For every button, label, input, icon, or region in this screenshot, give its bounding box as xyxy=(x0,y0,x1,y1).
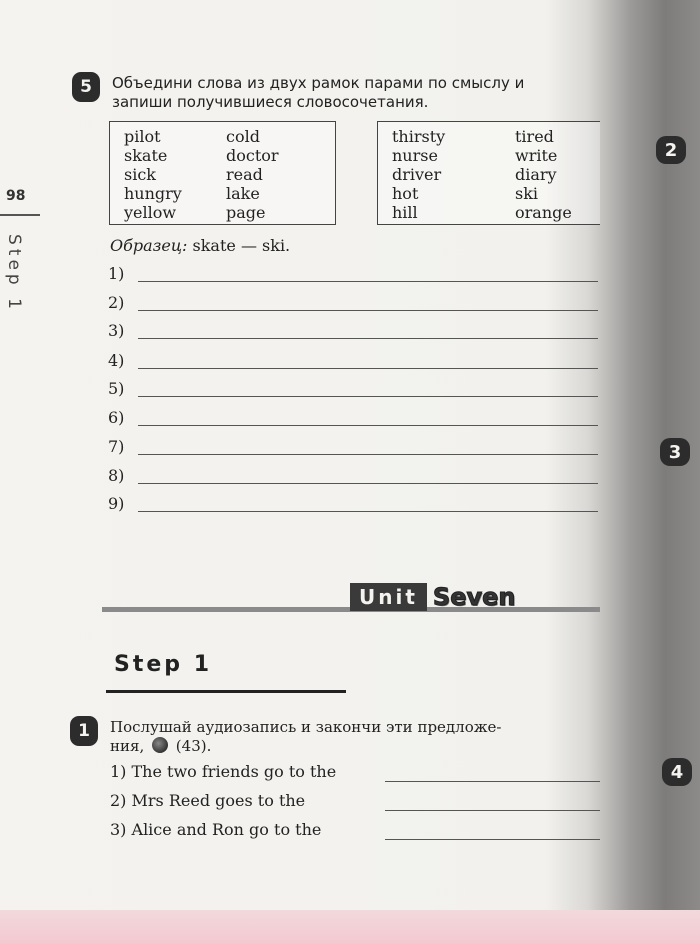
page-number-rule xyxy=(0,214,40,216)
answer-rule xyxy=(138,368,598,369)
word: driver xyxy=(392,165,442,184)
word: hot xyxy=(392,184,419,203)
side-step-label: Step 1 xyxy=(4,234,24,313)
task-1-instruction-line-2b: (43). xyxy=(175,737,212,755)
word-box-1 xyxy=(109,121,336,225)
unit-label xyxy=(350,583,515,611)
word: thirsty xyxy=(392,127,446,146)
answer-line[interactable] xyxy=(108,407,598,429)
word: lake xyxy=(226,184,260,203)
answer-rule xyxy=(138,483,598,484)
bottom-strip xyxy=(0,910,700,944)
answer-rule xyxy=(138,310,598,311)
unit-word: Unit xyxy=(350,583,427,611)
answer-rule xyxy=(138,281,598,282)
word: write xyxy=(515,146,558,165)
word: yellow xyxy=(124,203,177,222)
answer-number: 5) xyxy=(108,379,125,398)
word-box-1-col-1 xyxy=(124,127,182,222)
step-heading-rule xyxy=(106,690,346,693)
answer-line[interactable] xyxy=(108,465,598,487)
word-box-2-col-1 xyxy=(392,127,445,222)
word: diary xyxy=(515,165,557,184)
word-box-1-col-2 xyxy=(226,127,279,222)
answer-line[interactable] xyxy=(108,493,598,515)
word: skate xyxy=(124,146,168,165)
sentence-text: 2) Mrs Reed goes to the xyxy=(110,791,306,810)
answer-line[interactable] xyxy=(108,292,598,314)
word: cold xyxy=(226,127,260,146)
answer-number: 8) xyxy=(108,466,125,485)
word: doctor xyxy=(226,146,279,165)
answer-line[interactable] xyxy=(108,350,598,372)
answer-number: 6) xyxy=(108,408,125,427)
answer-rule xyxy=(385,839,600,840)
task-5-instruction-line-1: Объедини слова из двух рамок парами по смыслу и xyxy=(112,74,525,92)
answer-number: 3) xyxy=(108,321,125,340)
side-tab-4: 4 xyxy=(662,758,692,786)
answer-line[interactable] xyxy=(108,378,598,400)
word: pilot xyxy=(124,127,161,146)
step-heading: Step 1 xyxy=(114,652,212,677)
word: ski xyxy=(515,184,539,203)
word: read xyxy=(226,165,263,184)
task-5-badge: 5 xyxy=(72,72,100,102)
sample xyxy=(110,236,290,255)
side-tab-3: 3 xyxy=(660,438,690,466)
answer-number: 1) xyxy=(108,264,125,283)
answer-rule xyxy=(385,781,600,782)
sentence-3[interactable] xyxy=(110,820,600,842)
answer-rule xyxy=(138,338,598,339)
answer-rule xyxy=(138,454,598,455)
word-box-2-col-2 xyxy=(515,127,572,222)
word-box-2 xyxy=(377,121,600,225)
answer-line[interactable] xyxy=(108,436,598,458)
side-tab-2: 2 xyxy=(656,136,686,164)
answer-rule xyxy=(385,810,600,811)
task-1-instruction-line-1: Послушай аудиозапись и закончи эти предложе- xyxy=(110,718,502,736)
page-number: 98 xyxy=(6,188,26,204)
answer-rule xyxy=(138,425,598,426)
answer-rule xyxy=(138,396,598,397)
answer-number: 2) xyxy=(108,293,125,312)
sample-text: skate — ski. xyxy=(192,236,291,255)
answer-number: 7) xyxy=(108,437,125,456)
word: page xyxy=(226,203,266,222)
sentence-text: 3) Alice and Ron go to the xyxy=(110,820,322,839)
answer-rule xyxy=(138,511,598,512)
word: hill xyxy=(392,203,418,222)
word: sick xyxy=(124,165,156,184)
task-5-instruction xyxy=(112,74,524,112)
answer-line[interactable] xyxy=(108,263,598,285)
audio-disc-icon xyxy=(152,737,168,753)
task-1-instruction-line-2 xyxy=(110,737,501,756)
word: orange xyxy=(515,203,572,222)
unit-name: Seven xyxy=(432,583,516,611)
sentence-text: 1) The two friends go to the xyxy=(110,762,337,781)
word: tired xyxy=(515,127,554,146)
task-5-instruction-line-2: запиши получившиеся словосочетания. xyxy=(112,93,429,111)
word: nurse xyxy=(392,146,438,165)
answer-number: 4) xyxy=(108,351,125,370)
sentence-1[interactable] xyxy=(110,762,600,784)
answer-number: 9) xyxy=(108,494,125,513)
word: hungry xyxy=(124,184,182,203)
sample-label: Образец: xyxy=(110,236,188,255)
task-1-badge: 1 xyxy=(70,716,98,746)
sentence-2[interactable] xyxy=(110,791,600,813)
task-1-instruction-line-2a: ния, xyxy=(110,737,145,755)
answer-line[interactable] xyxy=(108,320,598,342)
task-1-instruction xyxy=(110,718,501,756)
